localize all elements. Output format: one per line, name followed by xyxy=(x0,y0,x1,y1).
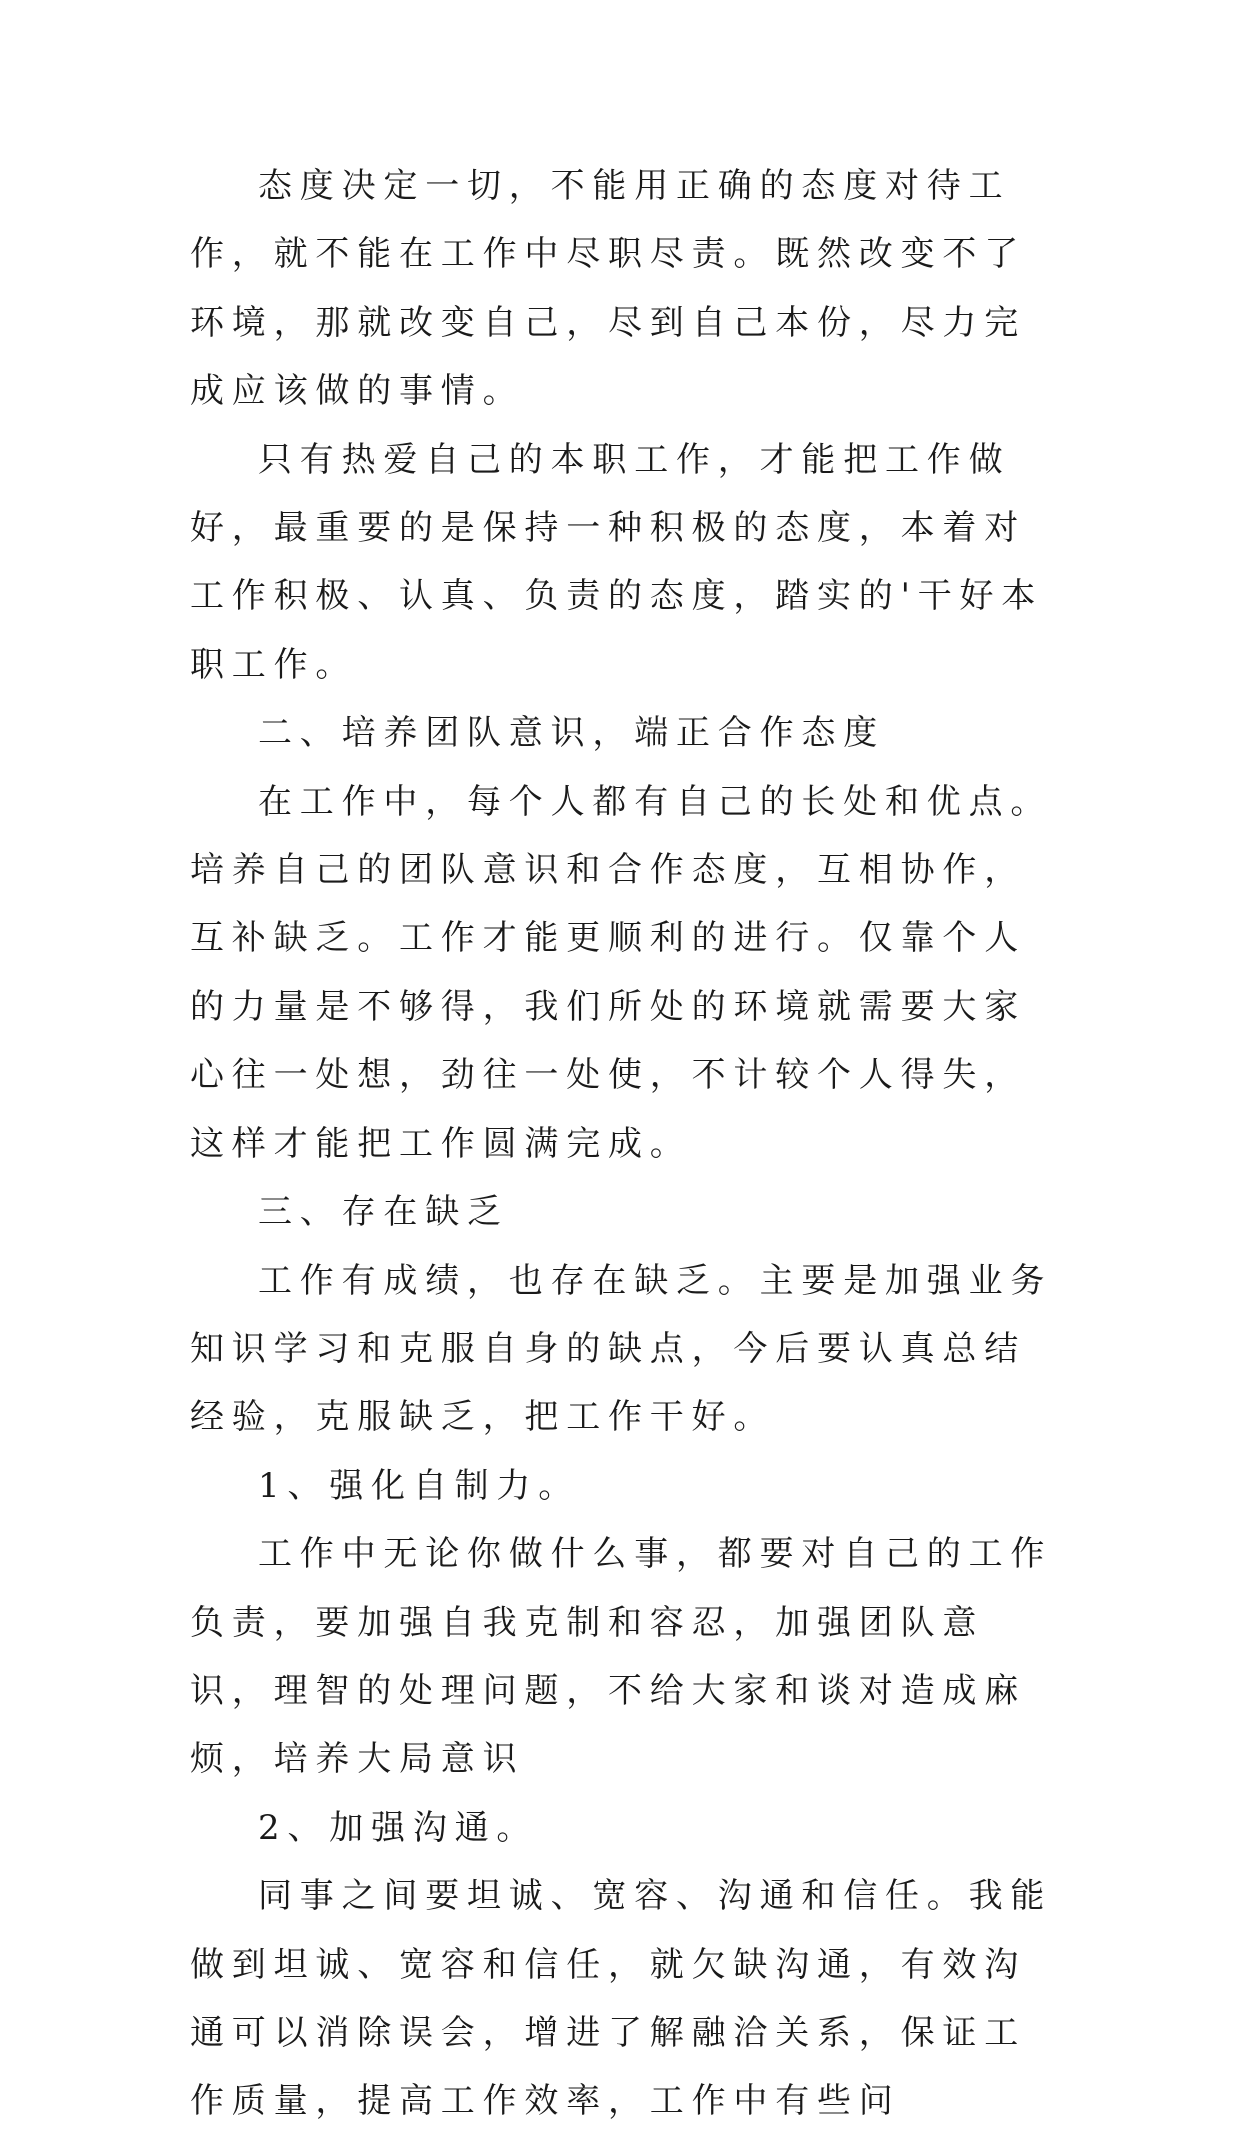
paragraph-communication: 同事之间要坦诚、宽容、沟通和信任。我能做到坦诚、宽容和信任，就欠缺沟通，有效沟通可以消除误会，增进了解融洽关系，保证工作质量，提高工作效率，工作中有些问 xyxy=(190,1876,1053,2122)
paragraph-teamwork: 在工作中，每个人都有自己的长处和优点。培养自己的团队意识和合作态度，互相协作，互补缺乏。工作才能更顺利的进行。仅靠个人的力量是不够得，我们所处的环境就需要大家心往一处想，劲往一处使，不计较个人得失，这样才能把工作圆满完成。 xyxy=(190,781,1053,1164)
paragraph-attitude: 态度决定一切，不能用正确的态度对待工作，就不能在工作中尽职尽责。既然改变不了环境，那就改变自己，尽到自己本份，尽力完成应该做的事情。 xyxy=(190,166,1026,412)
subheading-communication: 2、加强沟通。 xyxy=(258,1807,539,1848)
paragraph-self-control: 工作中无论你做什么事，都要对自己的工作负责，要加强自我克制和容忍，加强团队意识，理智的处理问题，不给大家和谈对造成麻烦，培养大局意识 xyxy=(190,1534,1053,1780)
document-body xyxy=(190,152,1060,2136)
section-heading-teamwork: 二、培养团队意识，端正合作态度 xyxy=(258,713,885,754)
subheading-self-control: 1、强化自制力。 xyxy=(258,1465,581,1506)
section-heading-shortcomings: 三、存在缺乏 xyxy=(258,1192,509,1233)
paragraph-shortcomings: 工作有成绩，也存在缺乏。主要是加强业务知识学习和克服自身的缺点，今后要认真总结经验，克服缺乏，把工作干好。 xyxy=(190,1260,1053,1438)
paragraph-love-work: 只有热爱自己的本职工作，才能把工作做好，最重要的是保持一种积极的态度，本着对工作积极、认真、负责的态度，踏实的'干好本职工作。 xyxy=(190,439,1044,685)
